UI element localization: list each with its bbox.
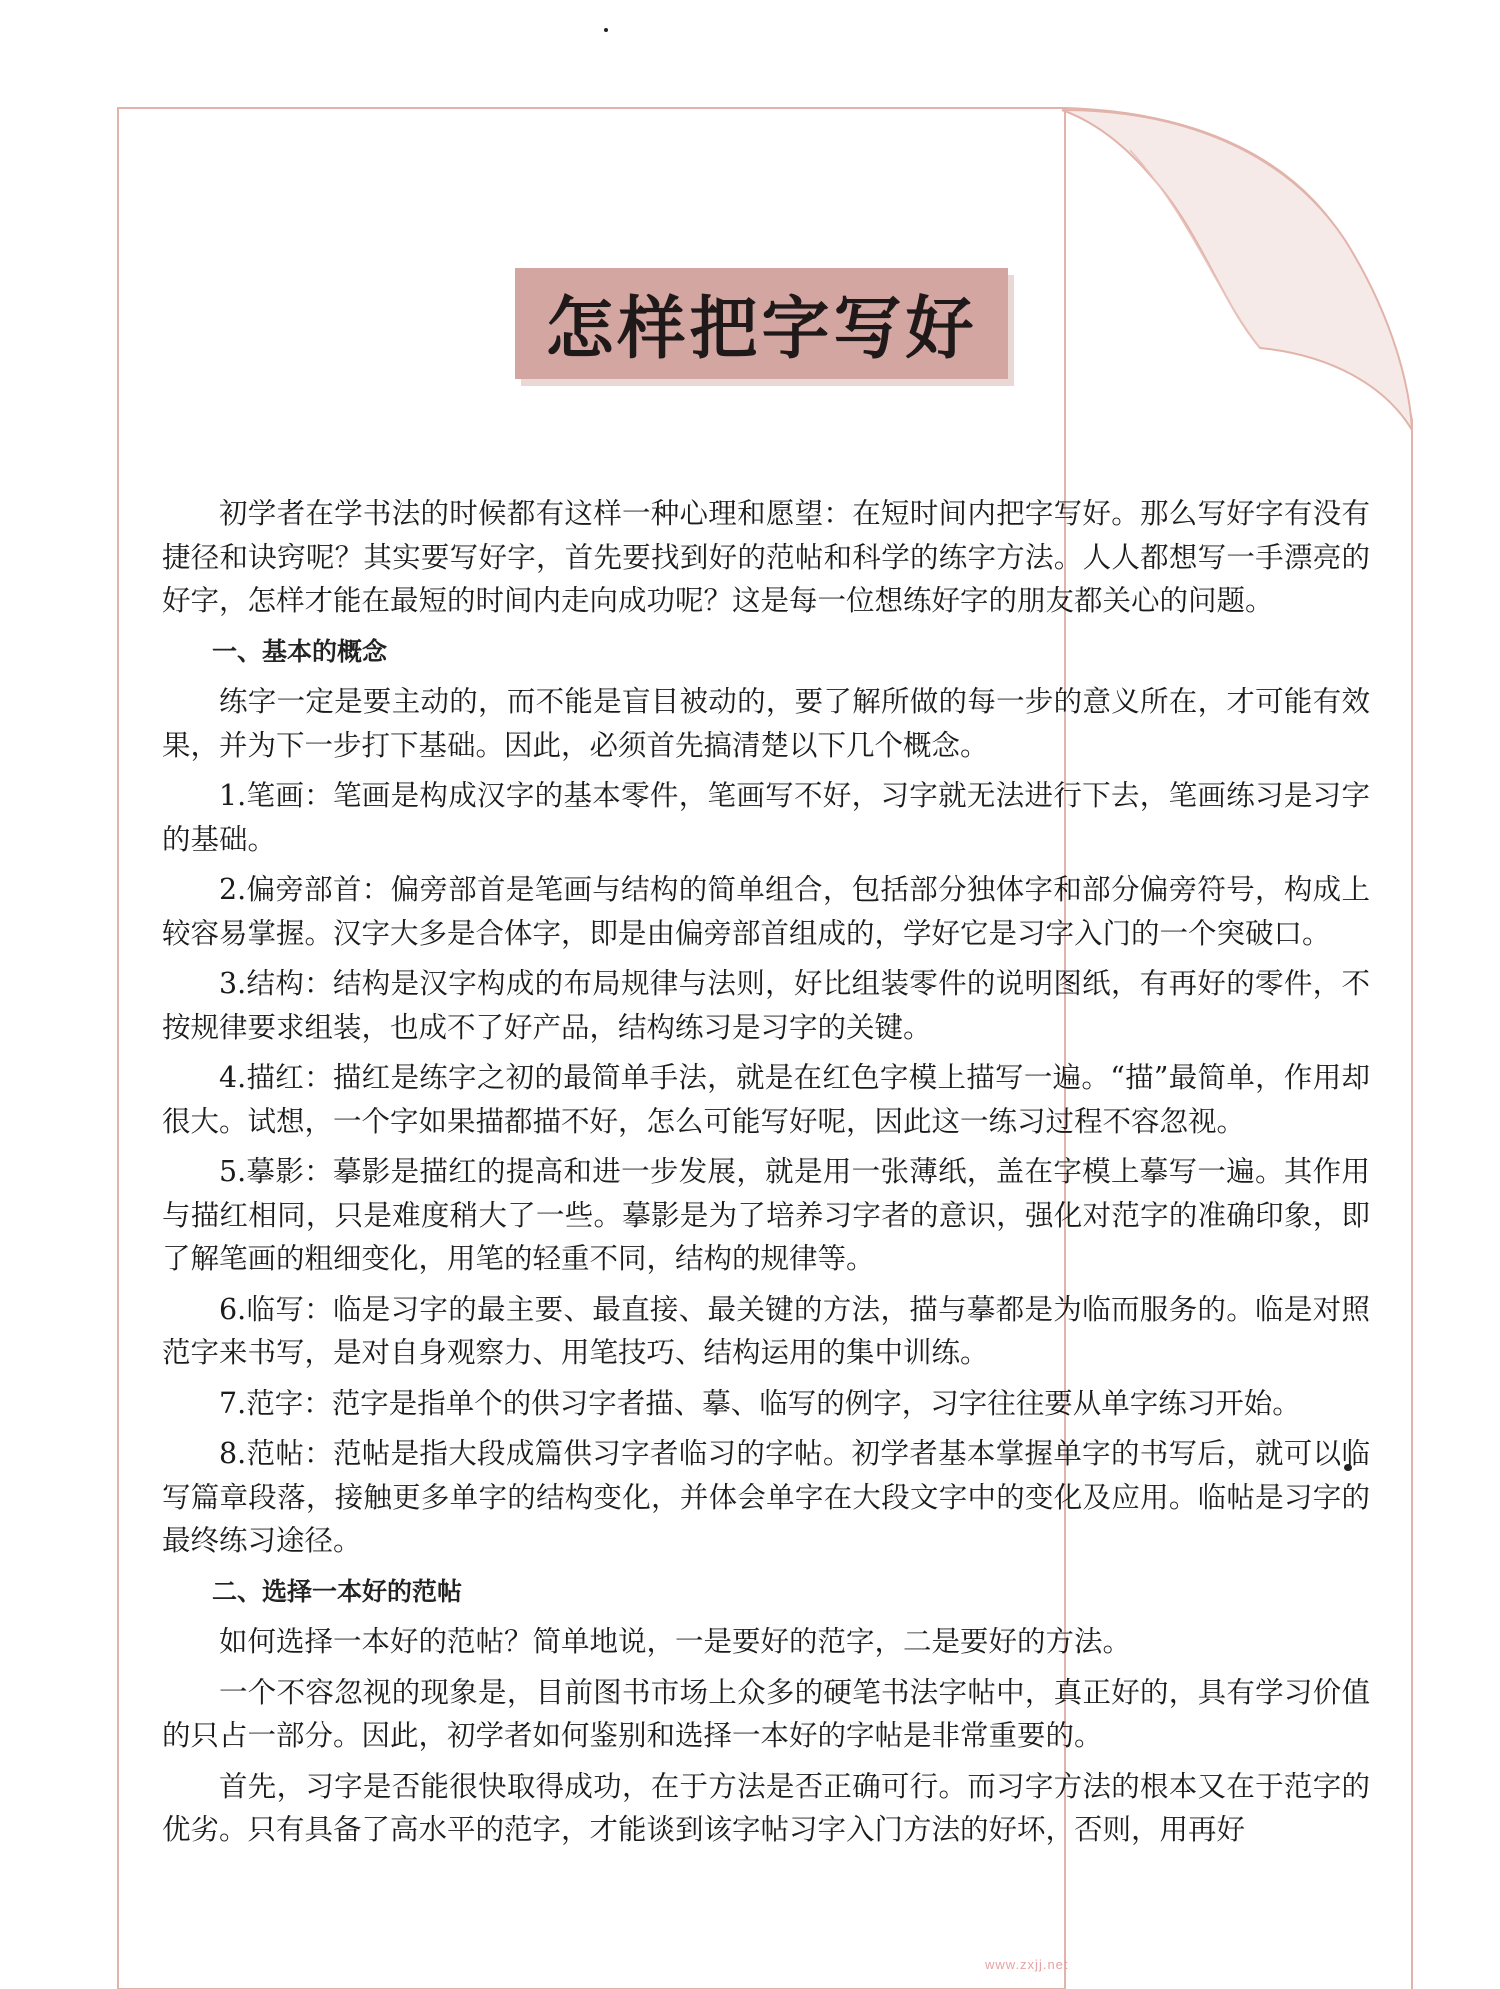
paragraph: 如何选择一本好的范帖？简单地说，一是要好的范字，二是要好的方法。 (219, 1625, 1132, 1658)
paragraph: 首先，习字是否能很快取得成功，在于方法是否正确可行。而习字方法的根本又在于范字的优劣。只有具备了高水平的范字，才能谈到该字帖习字入门方法的好坏，否则，用再好 (162, 1769, 1370, 1846)
article-body (162, 492, 1370, 1859)
paragraph: 初学者在学书法的时候都有这样一种心理和愿望：在短时间内把字写好。那么写好字有没有捷径和诀窍呢？其实要写好字，首先要找到好的范帖和科学的练字方法。人人都想写一手漂亮的好字，怎样才能在最短的时间内走向成功呢？这是每一位想练好字的朋友都关心的问题。 (162, 497, 1370, 617)
page-curl (1062, 110, 1412, 430)
paragraph: 一个不容忽视的现象是，目前图书市场上众多的硬笔书法字帖中，真正好的，具有学习价值的只占一部分。因此，初学者如何鉴别和选择一本好的字帖是非常重要的。 (162, 1675, 1370, 1752)
paragraph: 6.临写：临是习字的最主要、最直接、最关键的方法，描与摹都是为临而服务的。临是对照范字来书写，是对自身观察力、用笔技巧、结构运用的集中训练。 (162, 1292, 1370, 1369)
paragraph: 2.偏旁部首：偏旁部首是笔画与结构的简单组合，包括部分独体字和部分偏旁符号，构成上较容易掌握。汉字大多是合体字，即是由偏旁部首组成的，学好它是习字入门的一个突破口。 (162, 873, 1370, 950)
paragraph: 1.笔画：笔画是构成汉字的基本零件，笔画写不好，习字就无法进行下去，笔画练习是习字的基础。 (162, 779, 1370, 856)
section-heading: 一、基本的概念 (212, 636, 388, 666)
paragraph: 5.摹影：摹影是描红的提高和进一步发展，就是用一张薄纸，盖在字模上摹写一遍。其作用与描红相同，只是难度稍大了一些。摹影是为了培养习字者的意识，强化对范字的准确印象，即了解笔画的粗细变化，用笔的轻重不同，结构的规律等。 (162, 1155, 1370, 1275)
title-banner (515, 268, 1008, 379)
paragraph: 3.结构：结构是汉字构成的布局规律与法则，好比组装零件的说明图纸，有再好的零件，不按规律要求组装，也成不了好产品，结构练习是习字的关键。 (162, 967, 1370, 1044)
scan-speck (604, 28, 608, 32)
paragraph: 4.描红：描红是练字之初的最简单手法，就是在红色字模上描写一遍。“描”最简单，作用却很大。试想，一个字如果描都描不好，怎么可能写好呢，因此这一练习过程不容忽视。 (162, 1061, 1370, 1138)
watermark: www.zxjj.net (985, 1957, 1069, 1972)
paragraph: 7.范字：范字是指单个的供习字者描、摹、临写的例字，习字往往要从单字练习开始。 (219, 1386, 1301, 1420)
paragraph: 练字一定是要主动的，而不能是盲目被动的，要了解所做的每一步的意义所在，才可能有效果，并为下一步打下基础。因此，必须首先搞清楚以下几个概念。 (162, 685, 1370, 762)
section-heading: 二、选择一本好的范帖 (212, 1576, 463, 1606)
paragraph: 8.范帖：范帖是指大段成篇供习字者临习的字帖。初学者基本掌握单字的书写后，就可以临写篇章段落，接触更多单字的结构变化，并体会单字在大段文字中的变化及应用。临帖是习字的最终练习途径。 (162, 1437, 1370, 1557)
page-title: 怎样把字写好 (545, 289, 978, 369)
